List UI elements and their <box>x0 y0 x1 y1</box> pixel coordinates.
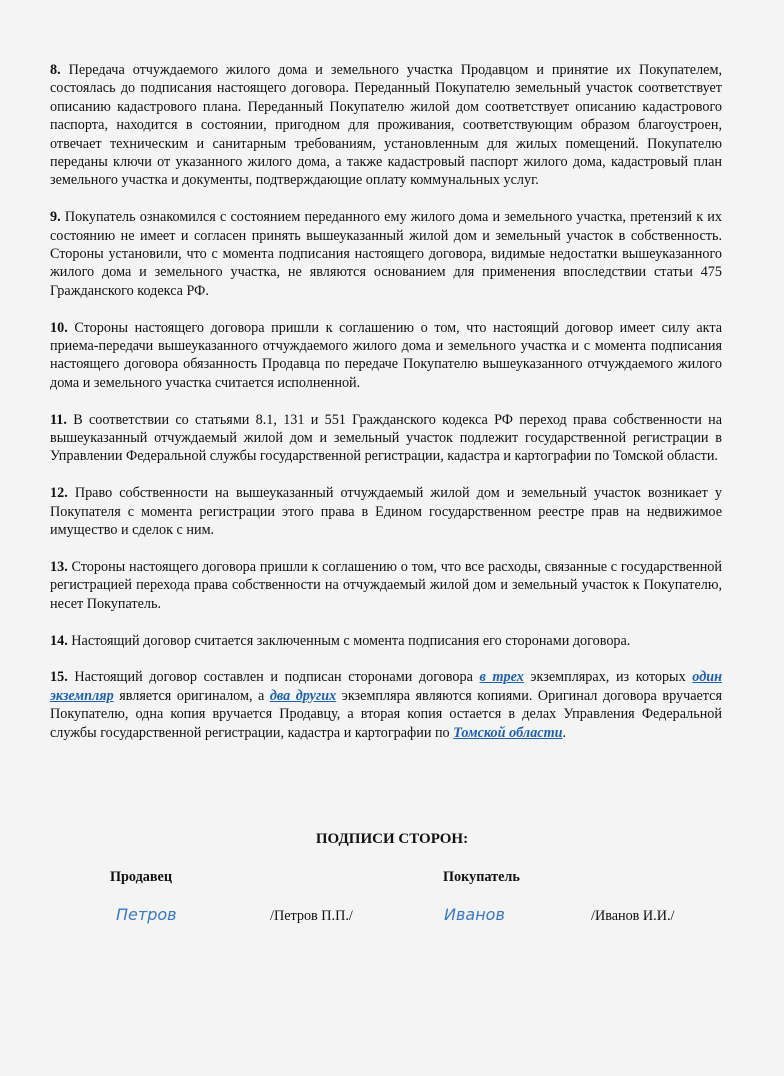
buyer-label: Покупатель <box>443 869 520 885</box>
clause-text: Стороны настоящего договора пришли к соглашению о том, что все расходы, связанные с государственной регистрацией перехода права собственности на отчуждаемый жилой дом и земельный участок к Покупателю, несет Покупатель. <box>50 558 722 612</box>
clause-number: 13. <box>50 558 68 575</box>
signatures-title: ПОДПИСИ СТОРОН: <box>315 831 469 847</box>
clause-15 <box>50 668 722 742</box>
contract-body <box>50 61 722 760</box>
clause-text: Право собственности на вышеуказанный отчуждаемый жилой дом и земельный участок возникает у Покупателя с момента регистрации этого права в Едином государственном реестре прав на недвижимое имущество и сделок с ним. <box>50 485 723 539</box>
clause-text-part: является оригиналом, а <box>113 687 270 704</box>
buyer-signature: Иванов <box>444 905 505 924</box>
clause-number: 15. <box>50 669 68 686</box>
clause-text: Покупатель ознакомился с состоянием переданного ему жилого дома и земельного участка, претензий к их состоянию не имеет и согласен принять вышеуказанный жилой дом и земельный участок в собственность. Стороны установили, что с момента подписания настоящего договора, видимые недостатки вышеуказанного жилого дома и земельного участка, не являются основанием для применения впоследствии статьи 475 Гражданского кодекса РФ. <box>50 209 722 299</box>
clause-text-part: экземплярах, из которых <box>523 669 693 686</box>
filled-copy-count: два других <box>269 687 337 704</box>
clause-text-part: экземпляра являются копиями. Оригинал договора вручается Покупателю, одна копия вручается Продавцу, а вторая копия остается в делах Управления Федеральной службы государственной регистрации, кадастра и картографии по <box>50 687 722 741</box>
clause-text: Настоящий договор считается заключенным с момента подписания его сторонами договора. <box>71 632 631 649</box>
filled-copies-count: в трех <box>479 669 524 686</box>
clause-number: 10. <box>50 319 68 336</box>
filled-original-count: один экземпляр <box>50 669 723 704</box>
clause-text-part: . <box>562 724 567 741</box>
clause-10 <box>50 319 722 393</box>
clause-text-part: Настоящий договор составлен и подписан сторонами договора <box>74 669 480 686</box>
seller-label: Продавец <box>110 869 173 885</box>
clause-11 <box>50 411 722 466</box>
clause-13 <box>50 558 722 613</box>
clause-8 <box>50 61 722 190</box>
clause-number: 14. <box>50 632 68 649</box>
clause-text: Стороны настоящего договора пришли к соглашению о том, что настоящий договор имеет силу акта приема-передачи вышеуказанного отчуждаемого жилого дома и земельного участка и с момента подписания настоящего договора обязанность Продавца по передаче Покупателю вышеуказанного отчуждаемого жилого дома и земельного участка считается исполненной. <box>50 319 722 391</box>
clause-text: Передача отчуждаемого жилого дома и земельного участка Продавцом и принятие их Покупателем, состоялась до подписания настоящего договора. Переданный Покупателю земельный участок соответствует описанию кадастрового плана. Переданный Покупателю жилой дом соответствует описанию кадастрового паспорта, находится в состоянии, пригодном для проживания, соответствующим образом благоустроен, отвечает техническим и санитарным требованиям, установленным для жилых помещений. Покупателю переданы ключи от указанного жилого дома, а также кадастровый паспорт жилого дома, кадастровый план земельного участка и документы, подтверждающие оплату коммунальных услуг. <box>50 62 722 189</box>
clause-text: В соответствии со статьями 8.1, 131 и 551 Гражданского кодекса РФ переход права собственности на вышеуказанный отчуждаемый жилой дом и земельный участок подлежит государственной регистрации в Управлении Федеральной службы государственной регистрации, кадастра и картографии по Томской области. <box>50 411 722 465</box>
clause-14 <box>50 632 722 650</box>
clause-12 <box>50 484 722 539</box>
clause-number: 9. <box>50 209 61 226</box>
buyer-name: /Иванов И.И./ <box>591 908 675 924</box>
clause-number: 11. <box>50 411 67 428</box>
clause-9 <box>50 208 722 300</box>
clause-number: 8. <box>50 62 61 78</box>
seller-name: /Петров П.П./ <box>270 908 353 924</box>
filled-region: Томской области <box>453 724 563 741</box>
seller-signature: Петров <box>116 905 177 924</box>
clause-number: 12. <box>50 485 68 502</box>
